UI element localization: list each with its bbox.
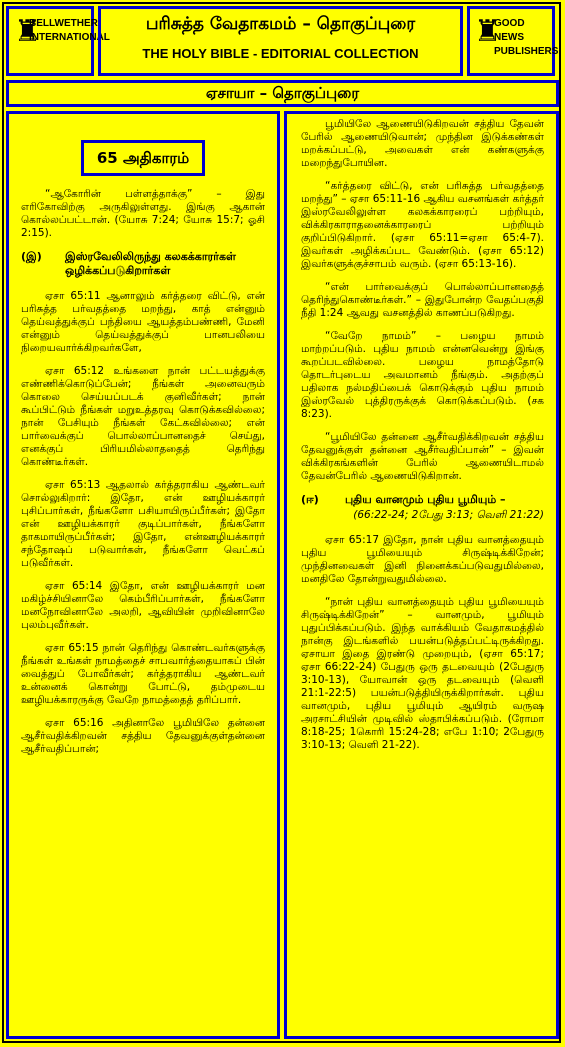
chapter-title: 65 அதிகாரம் [81, 140, 205, 176]
heading-text: இஸ்ரவேலிலிருந்து கலகக்காரர்கள் ஒழிக்கப்படுகிறார்கள் [65, 250, 236, 277]
verse-paragraph: ஏசா 65:17 இதோ, நான் புதிய வானத்தையும் புதிய பூமியையும் சிருஷ்டிக்கிறேன்; முந்தினவைகள் இனி நினைக்கப்படுவதுமில்லை, மனதிலே தோன்றுவதுமில்லை. [301, 534, 544, 585]
intro-paragraph: “ஆகோரின் பள்ளத்தாக்கு” – இது எரிகோவிற்கு அருகிலுள்ளது. இங்கு ஆகான் கொல்லப்பட்டான். (யோசு 7:24; யோசு 15:7; ஓசி 2:15). [21, 188, 265, 239]
verse-paragraph: ஏசா 65:13 ஆதலால் கர்த்தராகிய ஆண்டவர் சொல்லுகிறார்: இதோ, என் ஊழியக்காரர் புசிப்பார்கள், நீங்களோ பசியாயிருப்பீர்கள்; இதோ என் ஊழியக்காரர் குடிப்பார்கள், நீங்களோ தாகமாயிருப்பீர்கள்; இதோ, என்ஊழியக்காரர் சந்தோஷப் படுவார்கள், நீங்களோ வெட்கப் படுவீர்கள். [21, 479, 265, 569]
heading-text: புதிய வானமும் புதிய பூமியும் – [345, 493, 506, 506]
heading-marker: (இ) [21, 250, 42, 263]
good-news-logo [467, 6, 559, 76]
section-title: ஏசாயா – தொகுப்புரை [6, 80, 559, 107]
commentary-paragraph: “வேறே நாமம்” – பழைய நாமம் மாற்றப்படும். புதிய நாமம் என்னவென்று இங்கு கூறப்படவில்லை. பழைய நாமத்தோடு தொடர்புடைய அவமானம் நீங்கும். அதற்குப் பதிலாக நல்மதிப்பைக் கொடுக்கும் புதிய நாமம் இஸ்ரவேல் புத்திரருக்குக் கொடுக்கப்படும். (சக 8:23). [301, 330, 544, 420]
verse-paragraph: ஏசா 65:11 ஆனாலும் கர்த்தரை விட்டு, என் பரிசுத்த பர்வதத்தை மறந்து, காத் என்னும் தெய்வத்துக்குப் பந்தியை ஆயத்தம்பண்ணி, மேனி என்னும் தெய்வத்துக்குப் பானபலியை நிறையவார்க்கிறவர்களே, [21, 290, 265, 354]
verse-paragraph: ஏசா 65:15 நான் தெரிந்து கொண்டவர்களுக்கு நீங்கள் உங்கள் நாமத்தைச் சாபவார்த்தையாகப் பின் வைத்துப் போவீர்கள்; கர்த்தராகிய ஆண்டவர் உன்னைக் கொன்று போட்டு, தம்முடைய ஊழியக்காரருக்கு வேறே நாமத்தைத் தரிப்பார். [21, 642, 265, 706]
verse-paragraph: ஏசா 65:12 உங்களை நான் பட்டயத்துக்கு எண்ணிக்கொடுப்பேன்; நீங்கள் அனைவரும் கொலை செய்யப்படக் குனிவீர்கள்; நான் கூப்பிட்டும் நீங்கள் மறுஉத்தரவு கொடுக்கவில்லை; நான் பேசியும் நீங்கள் கேட்கவில்லை; என் பார்வைக்குப் பொல்லாப்பானதைச் செய்து, எனக்குப் பிரியமில்லாததைத் தெரிந்து கொண்டீர்கள். [21, 365, 265, 468]
title-tamil: பரிசுத்த வேதாகமம் – தொகுப்புரை [145, 14, 416, 34]
right-column [284, 111, 559, 1039]
lamp-icon: ♜ [474, 14, 501, 49]
section-heading [21, 250, 265, 278]
heading-marker: (ஈ) [301, 493, 319, 506]
title-english: THE HOLY BIBLE - EDITORIAL COLLECTION [142, 46, 419, 61]
left-column [6, 111, 280, 1039]
title-box [98, 6, 463, 76]
commentary-paragraph: “என் பார்வைக்குப் பொல்லாப்பானதைத் தெரிந்துகொண்டீர்கள்.” – இதுபோன்ற வேதப்பகுதி நீதி 1:24 ஆவது வசனத்தில் காணப்படுகிறது. [301, 281, 544, 319]
commentary-paragraph: “பூமியிலே தன்னை ஆசீர்வதிக்கிறவன் சத்திய தேவனுக்குள் தன்னை ஆசீர்வதிப்பான்” – இவன் விக்கிரகங்களின் பேரில் ஆணையிடாமல் தேவன்பேரில் ஆணையிடுகிறான். [301, 431, 544, 482]
commentary-paragraph: “கர்த்தரை விட்டு, என் பரிசுத்த பர்வதத்தை மறந்து” – ஏசா 65:11-16 ஆகிய வசனங்கள் கர்த்தர் இஸ்ரவேலிலுள்ள கலகக்காரரைப் பற்றியும், விக்கிரகாராதனைக்காரரைப் பற்றியும் குறிப்பிடுகிறார். (ஏசா 65:11=ஏசா 65:4-7). இவர்கள் அழிக்கப்பட வேண்டும். (ஏசா 65:12) இவர்களுக்குச்சாபம் வரும். (ஏசா 65:13-16). [301, 180, 544, 270]
verse-paragraph: பூமியிலே ஆணையிடுகிறவன் சத்திய தேவன் பேரில் ஆணையிடுவான்; முந்தின இடுக்கண்கள் மறக்கப்பட்டு, அவைகள் என் கண்களுக்கு மறைந்துபோயின. [301, 118, 544, 169]
lamp-icon: ♜ [14, 14, 41, 49]
commentary-paragraph: “நான் புதிய வானத்தையும் புதிய பூமியையும் சிருஷ்டிக்கிறேன்” – வானமும், பூமியும் புதுப்பிக்கப்படும். இந்த வாக்கியம் வேதாகமத்தில் நான்கு இடங்களில் பயன்படுத்தப்பட்டிருக்கிறது. ஏசாயா இதை இரண்டு முறையும், (ஏசா 65:17; ஏசா 66:22-24) பேதுரு ஒரு தடவையும் (2பேதுரு 3:10-13), யோவான் ஒரு தடவையும் (வெளி 21:1-22:5) பயன்படுத்தியிருக்கிறார்கள். புதிய வானமும், புதிய பூமியும் ஆயிரம் வருஷ அரசாட்சியின் முடிவில் ஸ்தாபிக்கப்படும். (ரோமா 8:18-25; 1கொரி 15:24-28; எபே 1:10; 2பேதுரு 3:10-13; வெளி 21-22). [301, 596, 544, 751]
verse-paragraph: ஏசா 65:16 அதினாலே பூமியிலே தன்னை ஆசீர்வதிக்கிறவன் சத்திய தேவனுக்குள்தன்னை ஆசீர்வதிப்பான்; [21, 717, 265, 755]
verse-paragraph: ஏசா 65:14 இதோ, என் ஊழியக்காரர் மன மகிழ்ச்சியினாலே கெம்பீரிப்பார்கள், நீங்களோ மனநோவினாலே அலறி, ஆவியின் முறிவினாலே புலம்புவீர்கள். [21, 580, 265, 631]
bellwether-logo-text: BELLWETHER INTERNATIONAL [29, 18, 110, 43]
header [6, 6, 559, 76]
section-heading [301, 493, 544, 507]
good-news-logo-text: GOOD NEWS PUBLISHERS [494, 18, 559, 57]
bellwether-logo [6, 6, 110, 76]
heading-reference: (66:22-24; 2பேது 3:13; வெளி 21:22) [353, 509, 544, 521]
